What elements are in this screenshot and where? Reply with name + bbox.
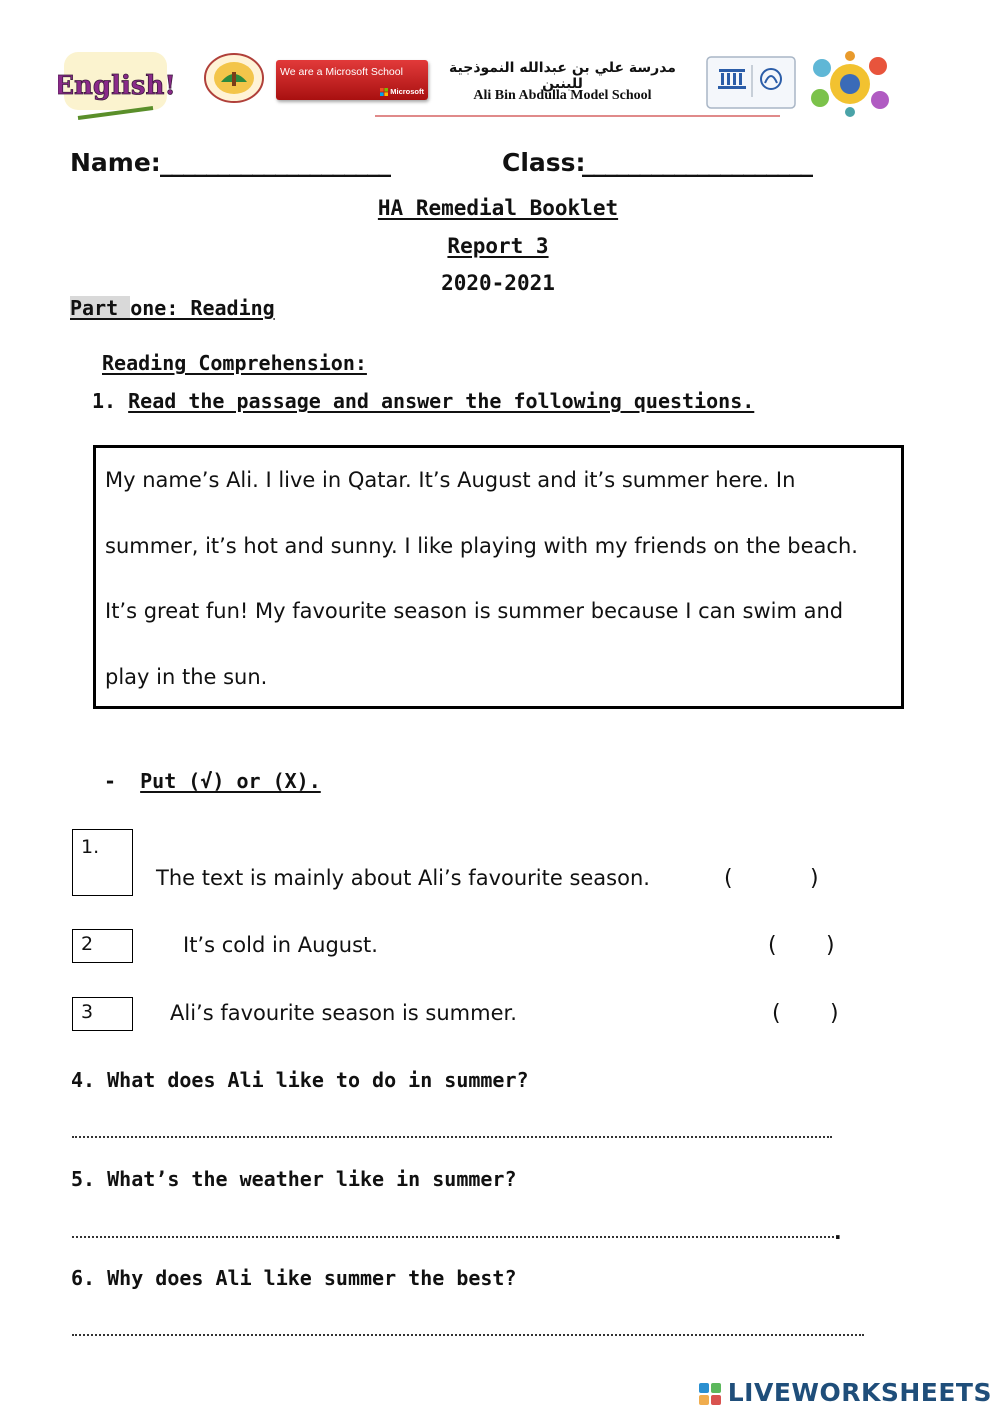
name-label: Name:: [70, 148, 161, 177]
item-number-box: 2: [72, 929, 133, 963]
answer-open-paren: (: [724, 866, 733, 891]
microsoft-school-badge: [276, 60, 428, 100]
true-false-instruction-text: Put (√) or (X).: [140, 769, 321, 793]
answer-close-paren: ): [810, 866, 819, 891]
qatar-ministry-emblem: [203, 52, 265, 104]
school-gear-logo: [808, 50, 892, 118]
passage-line: It’s great fun! My favourite season is summer because I can swim and: [105, 599, 844, 623]
answer-field-2[interactable]: [784, 933, 822, 961]
english-logo: [58, 48, 173, 126]
true-false-instruction: [104, 769, 321, 793]
item-number-box: 3: [72, 997, 133, 1031]
microsoft-brand: Microsoft: [390, 87, 424, 96]
question-4: 4. What does Ali like to do in summer?: [71, 1068, 529, 1092]
passage-line: My name’s Ali. I live in Qatar. It’s August and it’s summer here. In: [105, 468, 796, 492]
reading-passage: [93, 445, 904, 709]
instruction-1: [92, 389, 754, 413]
booklet-title: HA Remedial Booklet: [377, 196, 619, 220]
english-logo-text: English!: [58, 71, 173, 101]
item-number-box: 1.: [72, 829, 133, 896]
answer-field-1[interactable]: [740, 866, 804, 894]
liveworksheets-icon: [698, 1382, 722, 1406]
microsoft-logo-icon: [380, 88, 388, 96]
header-divider: [375, 115, 780, 117]
passage-line: summer, it’s hot and sunny. I like playing with my friends on the beach.: [105, 533, 858, 558]
answer-line-end-mark: .: [834, 1220, 842, 1244]
statement-2: It’s cold in August.: [183, 933, 378, 957]
name-field[interactable]: ____________________: [160, 148, 390, 177]
question-5: 5. What’s the weather like in summer?: [71, 1167, 517, 1191]
instruction-number: 1.: [92, 389, 117, 413]
reading-comprehension-heading: Reading Comprehension:: [102, 351, 367, 375]
answer-line-4[interactable]: [72, 1136, 832, 1138]
unesco-logo: [705, 55, 797, 110]
report-title: Report 3: [447, 234, 549, 258]
answer-open-paren: (: [768, 933, 777, 958]
answer-close-paren: ): [826, 933, 835, 958]
microsoft-badge-text: We are a Microsoft School: [280, 66, 403, 78]
answer-close-paren: ): [830, 1001, 839, 1026]
statement-3: Ali’s favourite season is summer.: [170, 1001, 517, 1025]
school-year: 2020-2021: [441, 271, 555, 295]
answer-open-paren: (: [772, 1001, 781, 1026]
answer-line-6[interactable]: [72, 1334, 864, 1336]
answer-field-3[interactable]: [788, 1001, 826, 1029]
instruction-text: Read the passage and answer the following questions.: [128, 389, 755, 413]
bullet-dash: -: [104, 769, 117, 793]
part-one-heading: Part one: Reading: [70, 296, 275, 320]
class-label: Class:: [502, 148, 586, 177]
passage-line: play in the sun.: [105, 664, 268, 689]
question-6: 6. Why does Ali like summer the best?: [71, 1266, 517, 1290]
answer-line-5[interactable]: [72, 1236, 834, 1238]
class-field[interactable]: ____________________: [582, 148, 812, 177]
school-name-arabic: مدرسة علي بن عبدالله النموذجية للبنين: [449, 60, 676, 92]
school-name-english: Ali Bin Abdulla Model School: [473, 88, 652, 103]
liveworksheets-brand[interactable]: LIVEWORKSHEETS: [727, 1378, 992, 1407]
statement-1: The text is mainly about Ali’s favourite season.: [156, 866, 650, 890]
